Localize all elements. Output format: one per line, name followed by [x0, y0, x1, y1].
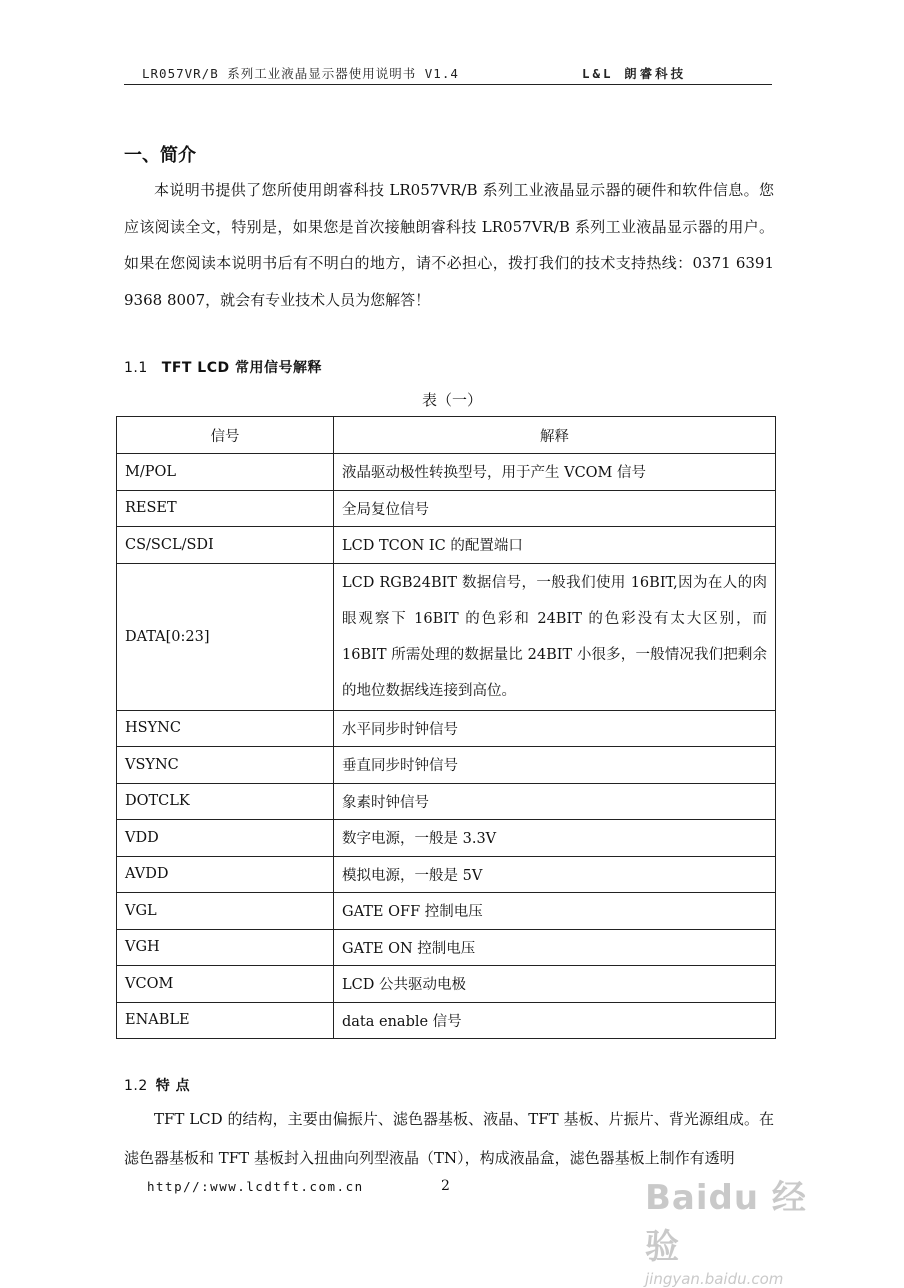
table-row: [117, 966, 776, 1003]
signal-name-cell: VDD: [117, 820, 334, 857]
header-company: L&L 朗睿科技: [582, 66, 687, 81]
table-row: [117, 1002, 776, 1039]
signal-name-cell: DOTCLK: [117, 783, 334, 820]
intro-paragraph: [124, 172, 774, 318]
table-row: [117, 490, 776, 527]
section-heading-1-2: [124, 1075, 190, 1095]
signal-description-cell: GATE OFF 控制电压: [334, 893, 776, 930]
signal-description-cell: 液晶驱动极性转换型号，用于产生 VCOM 信号: [334, 454, 776, 491]
footer-url: http//:www.lcdtft.com.cn: [147, 1179, 364, 1194]
section-title-intro: 一、简介: [124, 145, 196, 166]
table-row: [117, 527, 776, 564]
signal-description-cell: LCD 公共驱动电极: [334, 966, 776, 1003]
page-header: [124, 64, 772, 84]
signal-name-cell: VGH: [117, 929, 334, 966]
header-doc-title: LR057VR/B 系列工业液晶显示器使用说明书 V1.4: [142, 66, 459, 81]
table-row: [117, 929, 776, 966]
table-row: [117, 783, 776, 820]
signal-name-cell: AVDD: [117, 856, 334, 893]
section-number: 1.2: [124, 1078, 148, 1094]
signal-name-cell: HSYNC: [117, 710, 334, 747]
table-row: [117, 820, 776, 857]
section-title: TFT LCD 常用信号解释: [161, 360, 322, 376]
signal-description-cell: GATE ON 控制电压: [334, 929, 776, 966]
watermark: [645, 1170, 825, 1288]
section-number: 1.1: [124, 360, 148, 376]
signal-name-cell: VCOM: [117, 966, 334, 1003]
signal-description-cell: 模拟电源，一般是 5V: [334, 856, 776, 893]
section-title: 特 点: [155, 1078, 191, 1094]
table-row: [117, 454, 776, 491]
signal-description-cell: 垂直同步时钟信号: [334, 747, 776, 784]
signal-name-cell: ENABLE: [117, 1002, 334, 1039]
table-row: [117, 563, 776, 710]
watermark-brand: Baidu 经验: [645, 1178, 807, 1267]
column-header-description: 解释: [334, 417, 776, 454]
signal-name-cell: VSYNC: [117, 747, 334, 784]
features-text: TFT LCD 的结构，主要由偏振片、滤色器基板、液晶、TFT 基板、片振片、背光源组成。在滤色器基板和 TFT 基板封入扭曲向列型液晶（TN），构成液晶盒，滤色器基板上制作有透明: [124, 1110, 774, 1167]
table-row: [117, 893, 776, 930]
intro-text: 本说明书提供了您所使用朗睿科技 LR057VR/B 系列工业液晶显示器的硬件和软件信息。您应该阅读全文，特别是，如果您是首次接触朗睿科技 LR057VR/B 系列工业液晶显示器的用户。如果在您阅读本说明书后有不明白的地方，请不必担心，拨打我们的技术支持热线：0371 6391 9368 8007，就会有专业技术人员为您解答！: [124, 181, 774, 309]
table-row: [117, 856, 776, 893]
signal-description-cell: LCD RGB24BIT 数据信号，一般我们使用 16BIT,因为在人的肉眼观察下 16BIT 的色彩和 24BIT 的色彩没有太大区别，而 16BIT 所需处理的数据量比 24BIT 小很多，一般情况我们把剩余的地位数据线连接到高位。: [334, 563, 776, 710]
table-row: [117, 710, 776, 747]
signal-table: [116, 416, 776, 1039]
signal-description-cell: 数字电源，一般是 3.3V: [334, 820, 776, 857]
signal-description-cell: data enable 信号: [334, 1002, 776, 1039]
table-caption: 表（一）: [421, 391, 482, 409]
signal-name-cell: CS/SCL/SDI: [117, 527, 334, 564]
signal-name-cell: RESET: [117, 490, 334, 527]
header-divider: [124, 84, 772, 85]
signal-description-cell: 全局复位信号: [334, 490, 776, 527]
signal-name-cell: M/POL: [117, 454, 334, 491]
signal-name-cell: VGL: [117, 893, 334, 930]
signal-description-cell: LCD TCON IC 的配置端口: [334, 527, 776, 564]
table-row: [117, 747, 776, 784]
signal-description-cell: 水平同步时钟信号: [334, 710, 776, 747]
signal-table-body: [117, 454, 776, 1039]
section-heading-1-1: [124, 357, 322, 377]
page-number: 2: [441, 1178, 450, 1194]
signal-description-cell: 象素时钟信号: [334, 783, 776, 820]
column-header-signal: 信号: [117, 417, 334, 454]
signal-name-cell: DATA[0:23]: [117, 563, 334, 710]
features-paragraph: [124, 1100, 774, 1178]
watermark-site: jingyan.baidu.com: [645, 1270, 784, 1288]
